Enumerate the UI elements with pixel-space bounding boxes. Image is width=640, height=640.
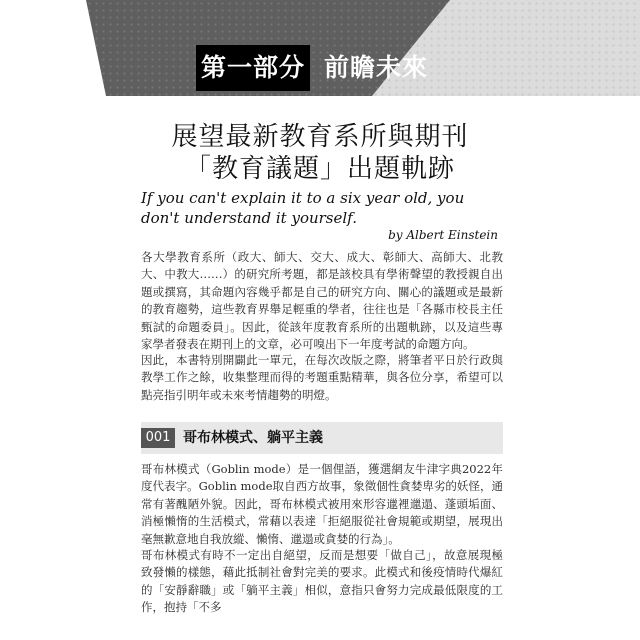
- intro-paragraph-2: 因此，本書特別開闢此一單元，在每次改版之際，將筆者平日於行政與教學工作之餘，收集整理而得的考題重點精華，與各位分享，希望可以點亮指引明年或未來考情趨勢的明燈。: [141, 353, 503, 402]
- section-number: 001: [141, 428, 175, 448]
- part-banner: [0, 0, 640, 96]
- epigraph-quote: If you can't explain it to a six year old, you don't understand it yourself.: [141, 189, 465, 227]
- section-title: 哥布林模式、躺平主義: [183, 430, 323, 446]
- section-paragraph-2: 哥布林模式有時不一定出自絕望，反而是想要「做自己」，故意展現極致發懶的樣態，藉此抵制社會對完美的要求。此模式和後疫情時代爆紅的「安靜辭職」或「躺平主義」相似，意指只會努力完成最低限度的工作，抱持「不多: [141, 548, 503, 615]
- part-label: 第一部分: [196, 45, 310, 91]
- epigraph-author: by Albert Einstein: [388, 228, 498, 242]
- chapter-title-line2: 「教育議題」出題軌跡: [184, 154, 455, 184]
- chapter-title-line1: 展望最新教育系所與期刊: [171, 122, 469, 152]
- section-paragraph-1: 哥布林模式（Goblin mode）是一個俚語，獲選網友牛津字典2022年度代表字。Goblin mode取自西方故事，象徵個性貪婪卑劣的妖怪，通常有著醜陋外貌。因此，哥布林模式被用來形容邋裡邋遢、蓬頭垢面、消極懶惰的生活模式，常藉以表達「拒絕服從社會規範或期望，展現出毫無歉意地自我放縱、懶惰、邋遢或貪婪的行為」。: [141, 462, 503, 546]
- part-title: 前瞻未來: [324, 53, 429, 82]
- section-header: [141, 422, 503, 454]
- intro-paragraph-1: 各大學教育系所（政大、師大、交大、成大、彰師大、高師大、北教大、中教大……）的研究所考題，都是該校具有學術聲望的教授親自出題或撰寫，其命題內容幾乎都是自己的研究方向、關心的議題或是最新的教育趨勢，這些教育界舉足輕重的學者，往往也是「各縣市校長主任甄試的命題委員」。因此，從該年度教育系所的出題軌跡，以及這些專家學者發表在期刊上的文章，必可嗅出下一年度考試的命題方向。: [141, 250, 503, 352]
